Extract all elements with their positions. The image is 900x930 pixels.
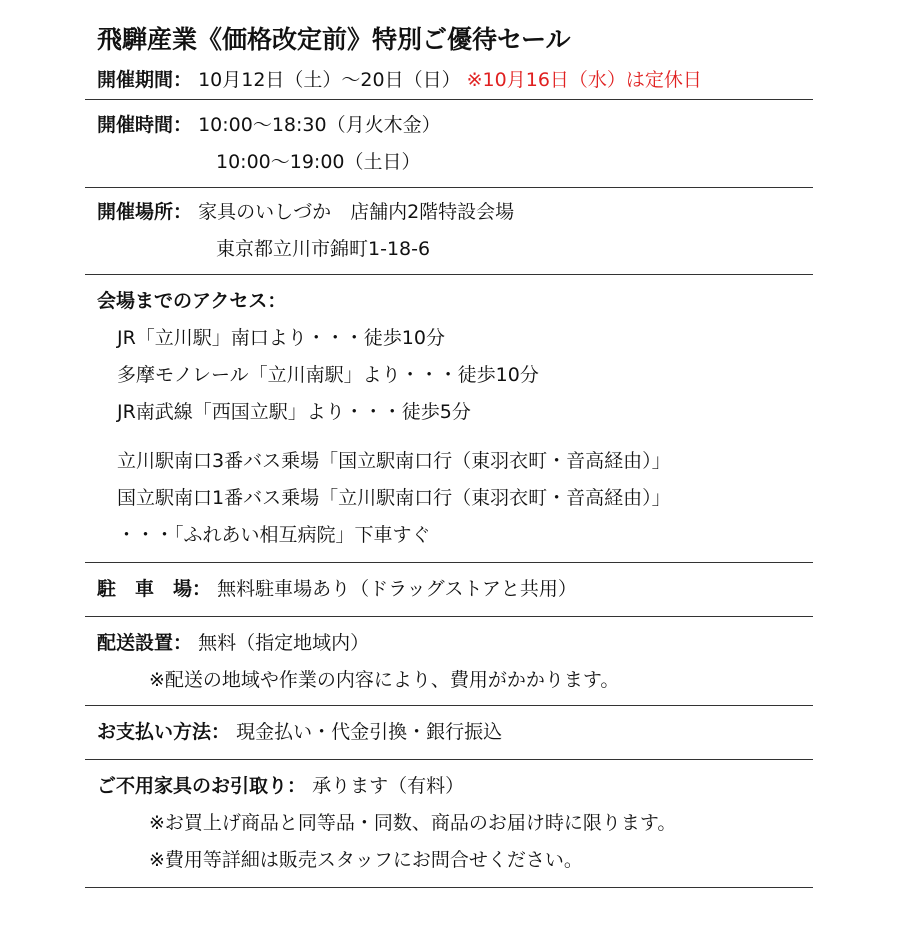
access-train-1: JR「立川駅」南口より・・・徒歩10分	[117, 327, 445, 349]
document-title: 飛騨産業《価格改定前》特別ご優待セール	[97, 25, 571, 54]
access-heading-line	[97, 283, 813, 320]
hours-line-2	[97, 144, 813, 181]
delivery-row	[85, 617, 813, 706]
payment-row	[85, 706, 813, 760]
access-bus-1: 立川駅南口3番バス乗場「国立駅南口行（東羽衣町・音高経由）」	[117, 450, 671, 472]
hours-line-1	[97, 107, 813, 144]
delivery-note: ※配送の地域や作業の内容により、費用がかかります。	[149, 669, 620, 691]
parking-label: 駐 車 場：	[97, 578, 212, 600]
place-label: 開催場所：	[97, 201, 193, 223]
delivery-line	[97, 625, 813, 662]
pickup-row	[85, 760, 813, 888]
parking-line	[97, 571, 813, 608]
period-value: 10月12日（土）～20日（日）	[198, 69, 461, 91]
access-label: 会場までのアクセス：	[97, 290, 287, 312]
place-line-1	[97, 194, 813, 231]
place-row	[85, 188, 813, 275]
period-line	[97, 62, 813, 99]
payment-value: 現金払い・代金引換・銀行振込	[236, 721, 503, 743]
delivery-label: 配送設置：	[97, 632, 193, 654]
pickup-note-2: ※費用等詳細は販売スタッフにお問合せください。	[149, 849, 583, 871]
access-bus-3: ・・・「ふれあい相互病院」下車すぐ	[117, 524, 431, 546]
access-bus-2: 国立駅南口1番バス乗場「立川駅南口行（東羽衣町・音高経由）」	[117, 487, 671, 509]
hours-weekday: 10:00～18:30（月火木金）	[198, 114, 441, 136]
period-holiday-note: ※10月16日（水）は定休日	[466, 69, 702, 91]
pickup-value: 承ります（有料）	[312, 775, 465, 797]
payment-label: お支払い方法：	[97, 721, 231, 743]
payment-line	[97, 714, 813, 751]
access-spacer	[97, 431, 813, 443]
delivery-value: 無料（指定地域内）	[198, 632, 370, 654]
access-train-3: JR南武線「西国立駅」より・・・徒歩5分	[117, 401, 471, 423]
access-train-2: 多摩モノレール「立川南駅」より・・・徒歩10分	[117, 364, 539, 386]
access-row	[85, 275, 813, 563]
hours-row	[85, 100, 813, 188]
hours-label: 開催時間：	[97, 114, 193, 136]
pickup-line	[97, 768, 813, 805]
pickup-note-1: ※お買上げ商品と同等品・同数、商品のお届け時に限ります。	[149, 812, 677, 834]
pickup-label: ご不用家具のお引取り：	[97, 775, 307, 797]
period-label: 開催期間：	[97, 69, 193, 91]
period-row	[85, 62, 813, 100]
place-line-2	[97, 231, 813, 268]
hours-weekend: 10:00～19:00（土日）	[216, 151, 421, 173]
parking-row	[85, 563, 813, 617]
place-address: 東京都立川市錦町1-18-6	[216, 238, 431, 260]
place-venue: 家具のいしづか 店舗内2階特設会場	[198, 201, 515, 223]
sale-document	[85, 18, 813, 888]
parking-value: 無料駐車場あり（ドラッグストアと共用）	[217, 578, 577, 600]
